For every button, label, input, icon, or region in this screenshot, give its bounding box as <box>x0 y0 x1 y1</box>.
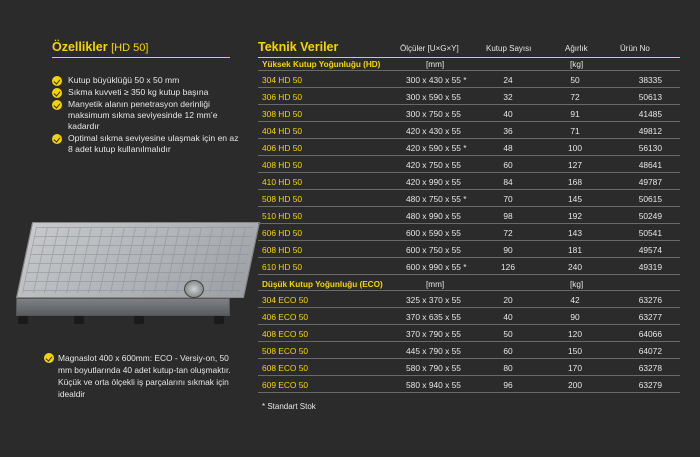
weight: 150 <box>568 346 582 356</box>
model-name: 406 ECO 50 <box>262 312 309 322</box>
dimensions: 420 x 430 x 55 <box>406 126 461 136</box>
dimensions: 370 x 635 x 55 <box>406 312 461 322</box>
model-name: 406 HD 50 <box>262 143 303 153</box>
section-unit-dims: [mm] <box>426 60 445 69</box>
plate-top-surface <box>16 222 260 298</box>
product-number: 63277 <box>638 312 662 322</box>
table-row <box>258 224 680 241</box>
plate-front-edge <box>16 298 230 316</box>
dimensions: 600 x 750 x 55 <box>406 245 461 255</box>
dimensions: 300 x 750 x 55 <box>406 109 461 119</box>
model-name: 508 ECO 50 <box>262 346 309 356</box>
table-row <box>258 156 680 173</box>
product-number: 41485 <box>638 109 662 119</box>
product-number: 63276 <box>638 295 662 305</box>
model-name: 410 HD 50 <box>262 177 303 187</box>
table-row <box>258 308 680 325</box>
dimensions: 580 x 790 x 55 <box>406 363 461 373</box>
weight: 100 <box>568 143 582 153</box>
section-unit-weight: [kg] <box>570 60 584 69</box>
model-name: 304 HD 50 <box>262 75 303 85</box>
weight: 192 <box>568 211 582 221</box>
feature-text: Manyetik alanın penetrasyon derinliği maksimum sıkma seviyesinde 12 mm’e kadardır <box>68 99 218 131</box>
product-number: 63279 <box>638 380 662 390</box>
weight: 42 <box>570 295 580 305</box>
pole-count: 60 <box>503 160 513 170</box>
feature-item <box>52 75 242 86</box>
weight: 90 <box>570 312 580 322</box>
weight: 181 <box>568 245 582 255</box>
feature-item <box>52 87 242 98</box>
product-number: 50249 <box>638 211 662 221</box>
product-number: 64066 <box>638 329 662 339</box>
model-name: 606 HD 50 <box>262 228 303 238</box>
weight: 71 <box>570 126 580 136</box>
pole-count: 40 <box>503 109 513 119</box>
description-text: Magnaslot 400 x 600mm: ECO - Versiy-on, 50 mm boyutlarında 40 adet kutup-tan oluşmaktır. Küçük ve orta ölçekli iş parçalarını sıkmak için idealdir <box>58 353 231 399</box>
plate-pole-grid <box>22 227 254 293</box>
model-name: 308 HD 50 <box>262 109 303 119</box>
section-name: Düşük Kutup Yoğunluğu (ECO) <box>262 280 383 289</box>
plate-foot <box>18 316 28 324</box>
plate-foot <box>214 316 224 324</box>
section-unit-dims: [mm] <box>426 280 445 289</box>
product-number: 48641 <box>638 160 662 170</box>
pole-count: 40 <box>503 312 513 322</box>
dimensions: 480 x 750 x 55 * <box>406 194 467 204</box>
weight: 50 <box>570 75 580 85</box>
model-name: 608 ECO 50 <box>262 363 309 373</box>
plate-knob-icon <box>184 280 204 298</box>
model-name: 408 ECO 50 <box>262 329 309 339</box>
product-number: 50613 <box>638 92 662 102</box>
product-number: 50541 <box>638 228 662 238</box>
features-title <box>52 40 230 58</box>
table-row <box>258 207 680 224</box>
features-panel <box>52 40 242 156</box>
weight: 91 <box>570 109 580 119</box>
dimensions: 325 x 370 x 55 <box>406 295 461 305</box>
features-title-text: Özellikler <box>52 40 108 54</box>
pole-count: 36 <box>503 126 513 136</box>
model-name: 306 HD 50 <box>262 92 303 102</box>
col-header-poles: Kutup Sayısı <box>486 44 532 53</box>
dimensions: 600 x 990 x 55 * <box>406 262 467 272</box>
model-name: 304 ECO 50 <box>262 295 309 305</box>
weight: 240 <box>568 262 582 272</box>
table-row <box>258 376 680 393</box>
dimensions: 420 x 750 x 55 <box>406 160 461 170</box>
product-number: 49812 <box>638 126 662 136</box>
dimensions: 420 x 590 x 55 * <box>406 143 467 153</box>
product-number: 38335 <box>638 75 662 85</box>
dimensions: 445 x 790 x 55 <box>406 346 461 356</box>
section-header <box>258 58 680 71</box>
feature-item <box>52 99 242 132</box>
product-number: 56130 <box>638 143 662 153</box>
check-icon <box>52 134 62 144</box>
feature-list <box>52 75 242 155</box>
weight: 168 <box>568 177 582 187</box>
feature-item <box>52 133 242 155</box>
table-row <box>258 139 680 156</box>
pole-count: 98 <box>503 211 513 221</box>
section-unit-weight: [kg] <box>570 280 584 289</box>
dimensions: 300 x 430 x 55 * <box>406 75 467 85</box>
weight: 127 <box>568 160 582 170</box>
plate-foot <box>134 316 144 324</box>
table-header <box>258 40 680 58</box>
table-row <box>258 173 680 190</box>
weight: 72 <box>570 92 580 102</box>
weight: 143 <box>568 228 582 238</box>
pole-count: 50 <box>503 329 513 339</box>
table-row <box>258 258 680 275</box>
pole-count: 60 <box>503 346 513 356</box>
check-icon <box>44 353 54 363</box>
footnote: * Standart Stok <box>262 402 316 411</box>
model-name: 609 ECO 50 <box>262 380 309 390</box>
pole-count: 48 <box>503 143 513 153</box>
feature-text: Optimal sıkma seviyesine ulaşmak için en az 8 adet kutup kullanılmalıdır <box>68 133 239 154</box>
pole-count: 24 <box>503 75 513 85</box>
table-row <box>258 291 680 308</box>
table-row <box>258 71 680 88</box>
product-description <box>44 352 236 400</box>
weight: 145 <box>568 194 582 204</box>
product-number: 64072 <box>638 346 662 356</box>
product-number: 49574 <box>638 245 662 255</box>
dimensions: 600 x 590 x 55 <box>406 228 461 238</box>
table-row <box>258 342 680 359</box>
magnetic-plate-image <box>14 222 242 326</box>
product-number: 49787 <box>638 177 662 187</box>
pole-count: 32 <box>503 92 513 102</box>
model-name: 510 HD 50 <box>262 211 303 221</box>
features-title-model: [HD 50] <box>111 42 149 54</box>
dimensions: 370 x 790 x 55 <box>406 329 461 339</box>
section-name: Yüksek Kutup Yoğunluğu (HD) <box>262 60 381 69</box>
technical-data-panel <box>258 40 680 393</box>
weight: 170 <box>568 363 582 373</box>
model-name: 508 HD 50 <box>262 194 303 204</box>
weight: 200 <box>568 380 582 390</box>
col-header-product-no: Ürün No <box>620 44 650 53</box>
dimensions: 420 x 990 x 55 <box>406 177 461 187</box>
technical-data-title: Teknik Veriler <box>258 40 339 54</box>
model-name: 608 HD 50 <box>262 245 303 255</box>
col-header-weight: Ağırlık <box>565 44 588 53</box>
check-icon <box>52 88 62 98</box>
product-number: 50615 <box>638 194 662 204</box>
pole-count: 96 <box>503 380 513 390</box>
dimensions: 300 x 590 x 55 <box>406 92 461 102</box>
table-body <box>258 58 680 393</box>
table-row <box>258 122 680 139</box>
pole-count: 126 <box>501 262 515 272</box>
pole-count: 72 <box>503 228 513 238</box>
pole-count: 84 <box>503 177 513 187</box>
model-name: 610 HD 50 <box>262 262 303 272</box>
pole-count: 70 <box>503 194 513 204</box>
dimensions: 480 x 990 x 55 <box>406 211 461 221</box>
check-icon <box>52 76 62 86</box>
model-name: 408 HD 50 <box>262 160 303 170</box>
table-row <box>258 88 680 105</box>
model-name: 404 HD 50 <box>262 126 303 136</box>
col-header-dims: Ölçüler [U×G×Y] <box>400 44 459 53</box>
table-row <box>258 359 680 376</box>
table-row <box>258 325 680 342</box>
table-row <box>258 105 680 122</box>
product-number: 49319 <box>638 262 662 272</box>
table-row <box>258 190 680 207</box>
product-number: 63278 <box>638 363 662 373</box>
plate-foot <box>74 316 84 324</box>
pole-count: 20 <box>503 295 513 305</box>
dimensions: 580 x 940 x 55 <box>406 380 461 390</box>
feature-text: Sıkma kuvveti ≥ 350 kg kutup başına <box>68 87 209 97</box>
weight: 120 <box>568 329 582 339</box>
table-row <box>258 241 680 258</box>
pole-count: 80 <box>503 363 513 373</box>
section-header <box>258 278 680 291</box>
feature-text: Kutup büyüklüğü 50 x 50 mm <box>68 75 180 85</box>
check-icon <box>52 100 62 110</box>
pole-count: 90 <box>503 245 513 255</box>
